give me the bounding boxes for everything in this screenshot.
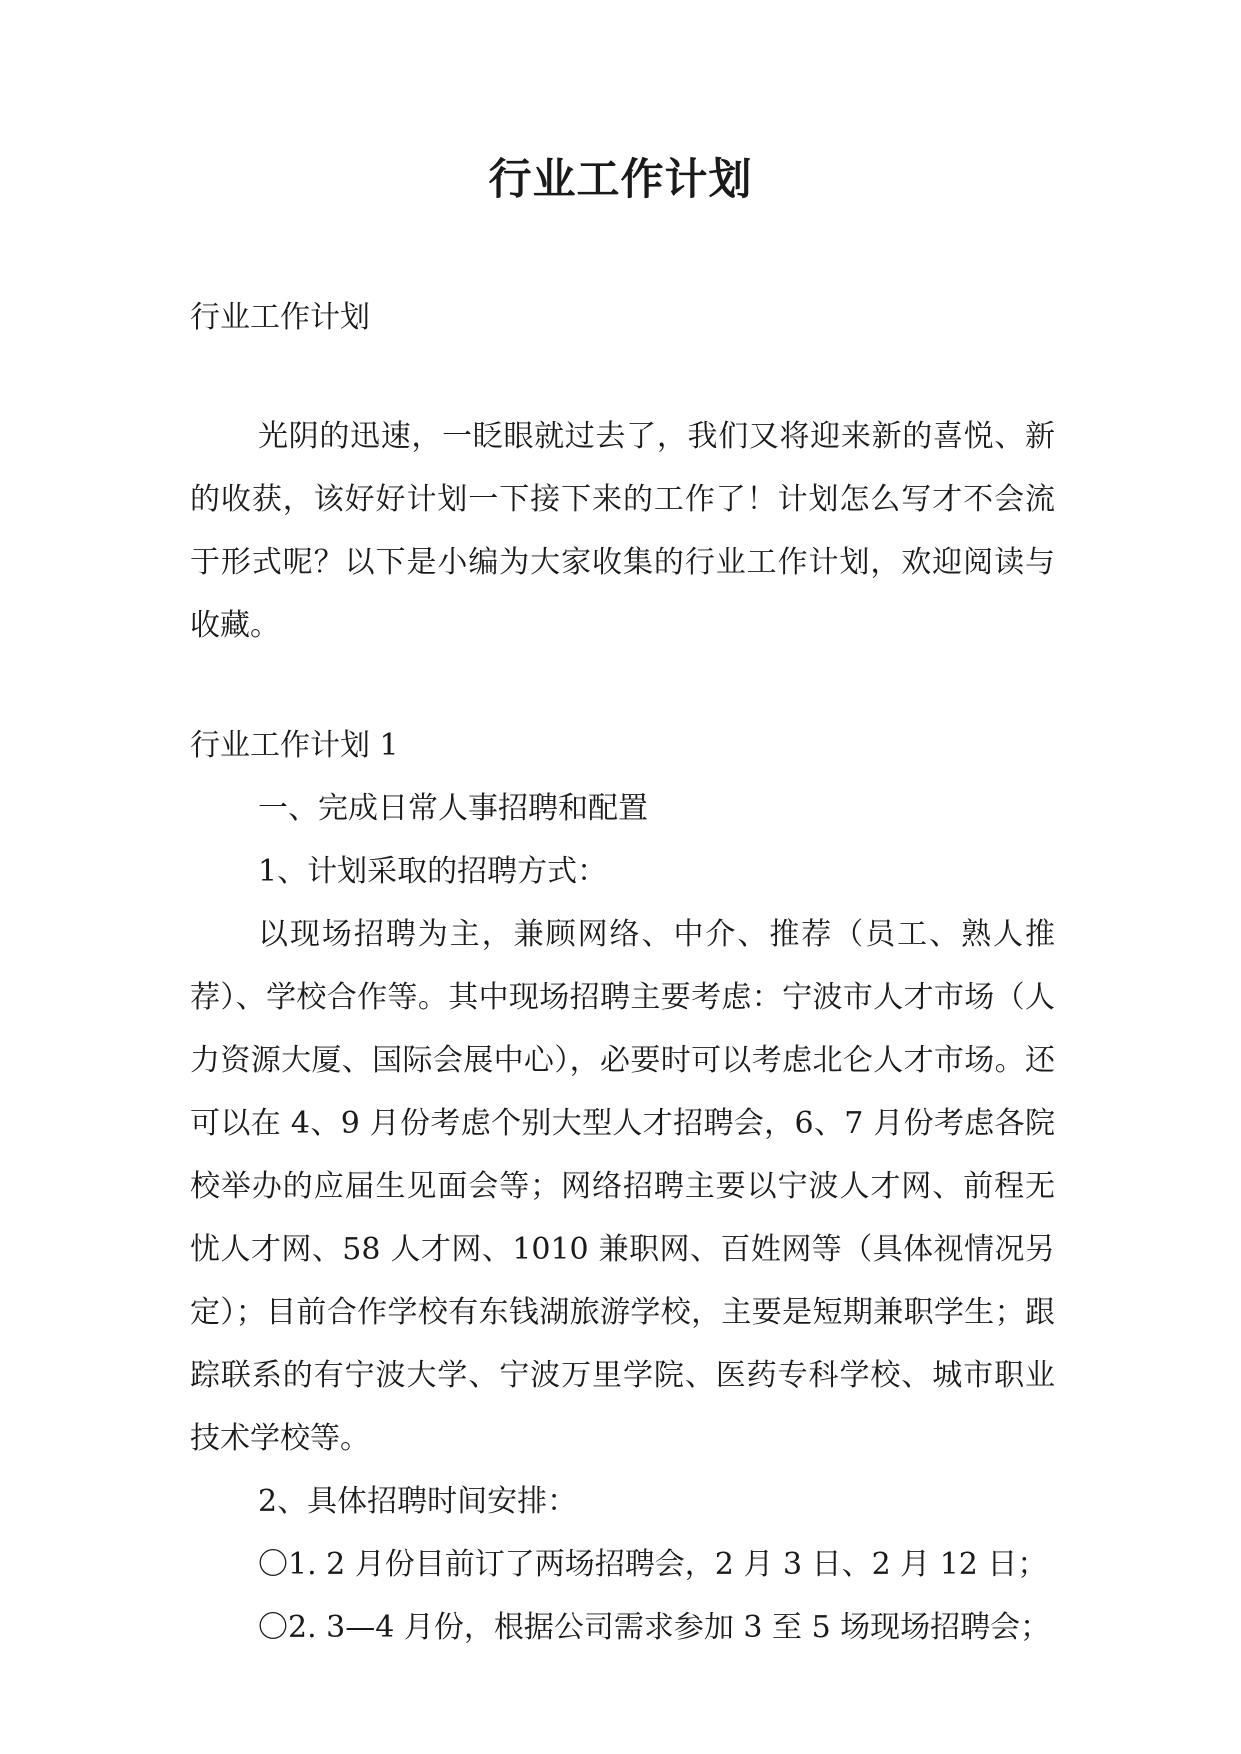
item-1-2-heading: 2、具体招聘时间安排：: [258, 1484, 578, 1519]
section-heading: 行业工作计划 1: [190, 728, 399, 763]
item-1-2-line-a: 〇1. 2 月份目前订了两场招聘会，2 月 3 日、2 月 12 日；: [258, 1547, 1048, 1582]
document-title: 行业工作计划: [488, 155, 753, 205]
spacer: [190, 657, 1055, 714]
document-body: [190, 286, 1055, 1659]
document-subtitle: 行业工作计划: [190, 300, 370, 335]
item-1-1-heading: 1、计划采取的招聘方式：: [258, 854, 608, 889]
intro-paragraph: 光阴的迅速，一眨眼就过去了，我们又将迎来新的喜悦、新的收获，该好好计划一下接下来的工作了！计划怎么写才不会流于形式呢？以下是小编为大家收集的行业工作计划，欢迎阅读与收藏。: [190, 419, 1055, 643]
item-1-heading: 一、完成日常人事招聘和配置: [258, 791, 648, 826]
spacer: [190, 349, 1055, 405]
item-1-1-body: 以现场招聘为主，兼顾网络、中介、推荐（员工、熟人推荐）、学校合作等。其中现场招聘主要考虑：宁波市人才市场（人力资源大厦、国际会展中心），必要时可以考虑北仑人才市场。还可以在 4、9 月份考虑个别大型人才招聘会，6、7 月份考虑各院校举办的应届生见面会等；网络招聘主要以宁波人才网、前程无忧人才网、58 人才网、1010 兼职网、百姓网等（具体视情况另定）；目前合作学校有东钱湖旅游学校，主要是短期兼职学生；跟踪联系的有宁波大学、宁波万里学院、医药专科学校、城市职业技术学校等。: [190, 917, 1055, 1456]
item-1-2-line-b: 〇2. 3—4 月份，根据公司需求参加 3 至 5 场现场招聘会；: [258, 1610, 1051, 1645]
